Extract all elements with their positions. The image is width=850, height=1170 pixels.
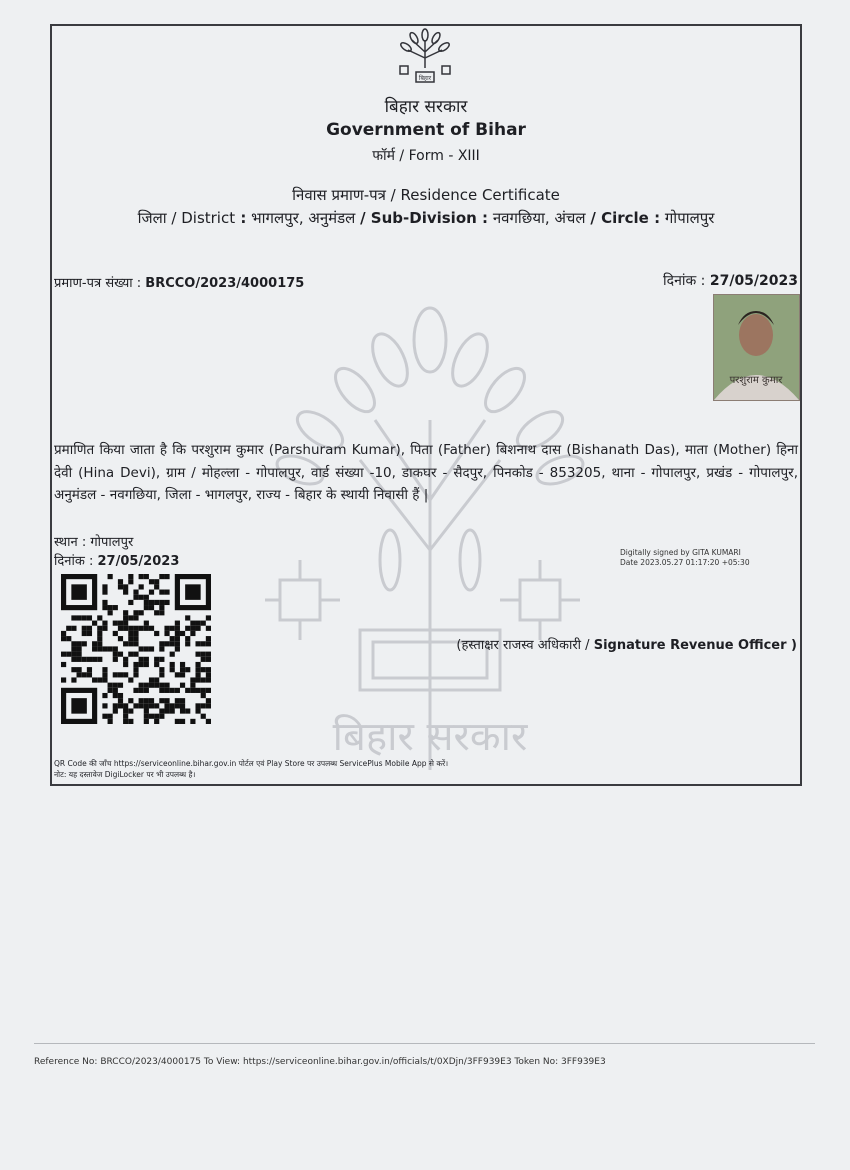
- issue-place: [54, 532, 133, 550]
- signature-label-english: Signature Revenue Officer ): [593, 638, 797, 653]
- title-english: Government of Bihar: [326, 120, 526, 140]
- issue-date-top: [663, 271, 798, 290]
- watermark-text: बिहार सरकार: [332, 714, 528, 760]
- form-number: फॉर्म / Form - XIII: [372, 148, 480, 164]
- date-top-label: दिनांक :: [663, 273, 706, 289]
- photo-caption: परशुराम कुमार: [729, 375, 783, 386]
- jurisdiction-line: जिला / District : भागलपुर, अनुमंडल / Sub-Division : नवगछिया, अंचल / Circle : गोपालपुर: [137, 209, 715, 227]
- applicant-photo: [713, 294, 800, 401]
- person-photo-icon: [714, 295, 799, 400]
- subdivision-value: नवगछिया, अंचल: [492, 209, 586, 227]
- circle-label: / Circle :: [590, 209, 661, 227]
- verification-notes: [54, 758, 448, 780]
- certificate-number-label: प्रमाण-पत्र संख्या :: [54, 276, 142, 291]
- title-hindi: बिहार सरकार: [384, 97, 468, 117]
- place-value: गोपालपुर: [90, 535, 134, 550]
- signature-label: [456, 635, 797, 653]
- footer-divider: [34, 1043, 815, 1044]
- certificate-body: प्रमाणित किया जाता है कि परशुराम कुमार (Parshuram Kumar), पिता (Father) बिशनाथ दास (Bishanath Das), माता (Mother) हिना देवी (Hina Devi), ग्राम / मोहल्ला - गोपालपुर, वार्ड संख्या -10, डाकघर - सैदपुर, पिनकोड - 853205, थाना - गोपालपुर, प्रखंड - गोपालपुर, अनुमंडल - नवगछिया, जिला - भागलपुर, राज्य - बिहार के स्थायी निवासी हैं |: [54, 442, 798, 503]
- bihar-emblem-icon: [394, 28, 456, 88]
- digital-signature-date: Date 2023.05.27 01:17:20 +05:30: [620, 558, 750, 567]
- qr-code-icon[interactable]: [61, 574, 211, 724]
- signature-label-hindi: (हस्ताक्षर राजस्व अधिकारी /: [456, 638, 590, 653]
- issue-date: [54, 551, 179, 569]
- date-label: दिनांक :: [54, 554, 94, 569]
- digital-signature: [620, 548, 750, 568]
- certificate-number: [54, 273, 304, 291]
- certificate-type: निवास प्रमाण-पत्र / Residence Certificate: [292, 186, 560, 204]
- emblem-text: बिहार: [418, 75, 432, 82]
- reference-footer: Reference No: BRCCO/2023/4000175 To View: https://serviceonline.bihar.gov.in/officials/t/0XDjn/3FF939E3 Token No: 3FF939E3: [34, 1057, 606, 1067]
- certificate-number-value: BRCCO/2023/4000175: [145, 276, 305, 291]
- circle-value: गोपालपुर: [664, 209, 715, 227]
- date-value: 27/05/2023: [97, 554, 180, 569]
- digilocker-note: नोट: यह दस्तावेज DigiLocker पर भी उपलब्ध है।: [54, 770, 196, 779]
- place-label: स्थान :: [54, 535, 87, 550]
- district-label: जिला / District: [137, 209, 236, 227]
- district-value: भागलपुर, अनुमंडल: [251, 209, 356, 227]
- qr-note: QR Code की जाँच https://serviceonline.bihar.gov.in पोर्टल एवं Play Store पर उपलब्ध ServicePlus Mobile App से करें।: [54, 759, 449, 768]
- digital-signature-signer: Digitally signed by GITA KUMARI: [620, 548, 741, 557]
- subdivision-label: / Sub-Division :: [360, 209, 489, 227]
- date-top-value: 27/05/2023: [709, 273, 798, 289]
